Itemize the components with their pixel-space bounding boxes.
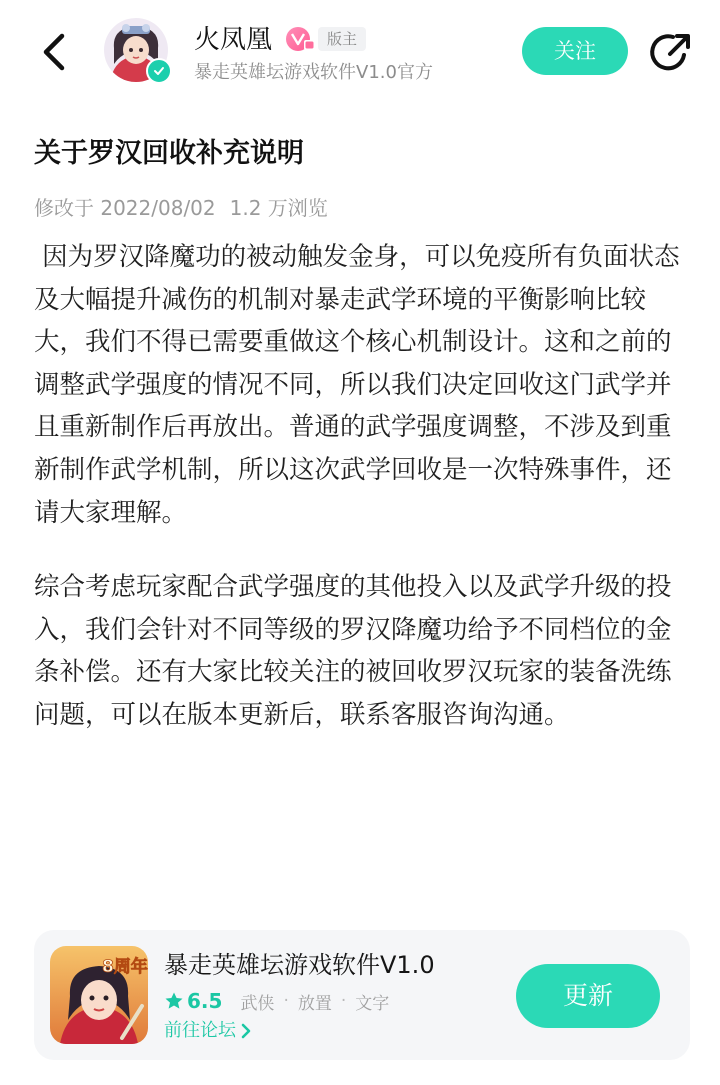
- verified-badge: [146, 58, 172, 84]
- game-tag: 文字: [355, 993, 390, 1014]
- game-icon-badge: 8周年: [102, 957, 148, 977]
- post-meta: [34, 192, 328, 224]
- post-title: 关于罗汉回收补充说明: [34, 138, 304, 169]
- post-body: [34, 236, 686, 737]
- post-paragraph: 综合考虑玩家配合武学强度的其他投入以及武学升级的投入，我们会针对不同等级的罗汉降魔功给予不同档位的金条补偿。还有大家比较关注的被回收罗汉玩家的装备洗练问题，可以在版本更新后，联系客服咨询沟通。: [34, 572, 672, 730]
- share-button[interactable]: [648, 30, 694, 76]
- modified-date: 修改于 2022/08/02: [34, 196, 216, 220]
- game-name[interactable]: 暴走英雄坛游戏软件V1.0: [164, 951, 435, 979]
- author-avatar[interactable]: [104, 18, 168, 82]
- forum-link-label: 前往论坛: [164, 1020, 236, 1041]
- forum-link[interactable]: [164, 1018, 251, 1044]
- share-icon: [648, 30, 694, 76]
- game-icon[interactable]: [50, 946, 148, 1044]
- verified-check-icon: [153, 65, 165, 77]
- author-name[interactable]: 火凤凰: [194, 25, 273, 55]
- game-tag: 武侠: [240, 993, 275, 1014]
- role-badge: 版主: [318, 27, 366, 51]
- vip-badge-icon: [284, 25, 316, 53]
- post-header: [0, 0, 720, 108]
- game-meta: 6.5 武侠 · 放置 · 文字: [164, 986, 389, 1016]
- chevron-right-icon: [241, 1023, 251, 1039]
- game-rating: 6.5: [187, 989, 223, 1013]
- game-tag: 放置: [297, 993, 332, 1014]
- post-paragraph: 因为罗汉降魔功的被动触发金身，可以免疫所有负面状态及大幅提升减伤的机制对暴走武学环境的平衡影响比较大，我们不得已需要重做这个核心机制设计。这和之前的调整武学强度的情况不同，所以我们决定回收这门武学并且重新制作后再放出。普通的武学强度调整，不涉及到重新制作武学机制，所以这次武学回收是一次特殊事件，还请大家理解。: [34, 242, 680, 528]
- chevron-left-icon: [41, 32, 67, 72]
- back-button[interactable]: [34, 28, 74, 76]
- author-subtitle: 暴走英雄坛游戏软件V1.0官方: [194, 62, 433, 83]
- star-icon: [164, 991, 184, 1011]
- follow-button[interactable]: 关注: [522, 27, 628, 75]
- update-button[interactable]: 更新: [516, 964, 660, 1028]
- game-icon-image: [50, 946, 148, 1044]
- game-card[interactable]: [34, 930, 690, 1060]
- view-count: 1.2 万浏览: [229, 196, 328, 220]
